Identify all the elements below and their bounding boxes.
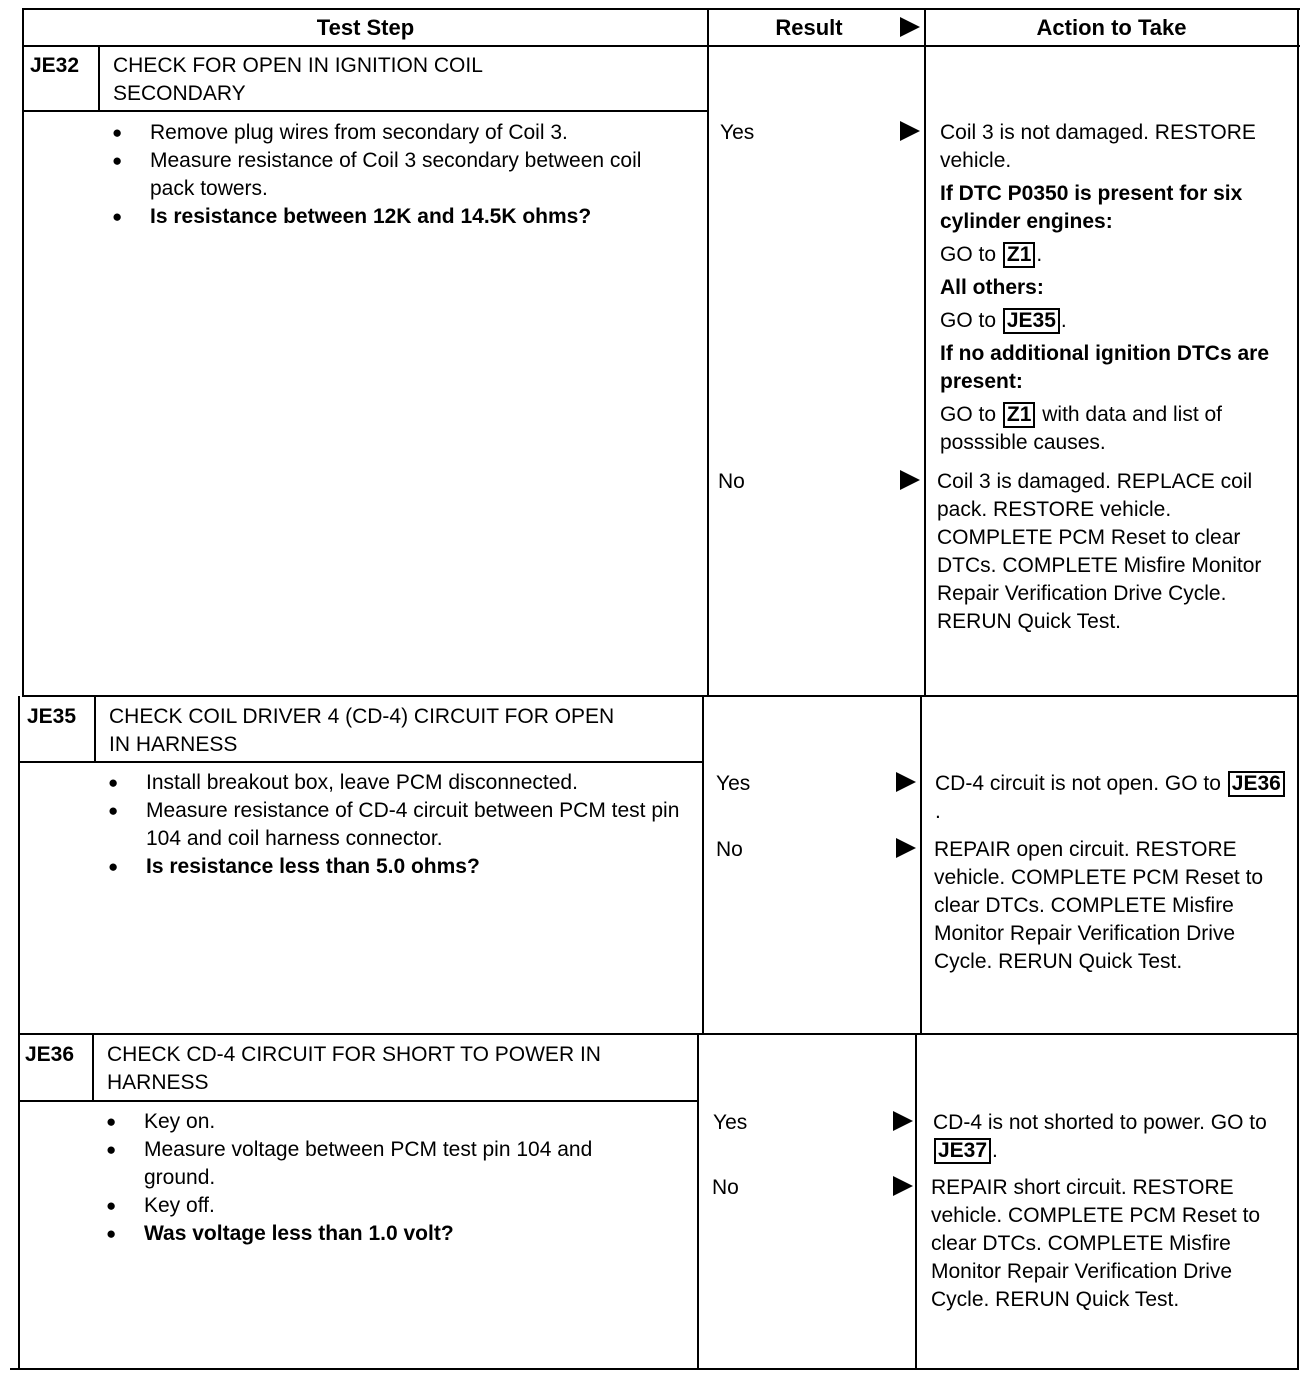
arrow-icon (893, 1111, 913, 1131)
step-code: JE32 (30, 54, 80, 77)
action-no (934, 836, 1289, 981)
action-text: RERUN Quick Test. (937, 610, 1121, 633)
step-item: ● Measure resistance of CD-4 circuit between PCM test pin 104 and coil harness connector. (108, 797, 688, 853)
result-yes: Yes (713, 1111, 748, 1134)
step-code: JE35 (27, 705, 77, 728)
action-goto (940, 241, 1295, 269)
arrow-icon (896, 838, 916, 858)
step-title: CHECK CD-4 CIRCUIT FOR SHORT TO POWER IN HARNESS (107, 1043, 601, 1094)
header-arrow-icon (900, 17, 920, 37)
action-condition: If no additional ignition DTCs are present: (940, 342, 1269, 393)
action-goto (933, 1109, 1288, 1165)
goto-text: CD-4 is not shorted to power. GO to (933, 1111, 1267, 1134)
goto-suffix: . (992, 1139, 998, 1162)
header-result: Result (775, 15, 843, 40)
ref-link-je37[interactable]: JE37 (934, 1138, 991, 1164)
action-no (937, 468, 1292, 641)
result-no: No (716, 838, 743, 861)
step-item: ● Key off. (106, 1192, 666, 1220)
arrow-icon (893, 1176, 913, 1196)
ref-link-z1[interactable]: Z1 (1003, 242, 1036, 268)
result-yes: Yes (716, 772, 751, 795)
step-title: CHECK COIL DRIVER 4 (CD-4) CIRCUIT FOR OPEN IN HARNESS (109, 705, 615, 756)
ref-link-je36[interactable]: JE36 (1228, 771, 1285, 797)
arrow-icon (896, 772, 916, 792)
ref-link-je35[interactable]: JE35 (1003, 308, 1060, 334)
result-no: No (718, 470, 745, 493)
goto-text: CD-4 circuit is not open. GO to (935, 772, 1221, 795)
action-goto (940, 307, 1295, 335)
result-yes: Yes (720, 121, 755, 144)
goto-text: GO to (940, 403, 997, 426)
step-question: ● Is resistance less than 5.0 ohms? (108, 853, 688, 881)
step-item: ● Key on. (106, 1108, 666, 1136)
result-no: No (712, 1176, 739, 1199)
action-text: Coil 3 is not damaged. RESTORE vehicle. (940, 121, 1256, 172)
step-item: ● Measure resistance of Coil 3 secondary between coil pack towers. (112, 147, 682, 203)
action-no (931, 1174, 1286, 1319)
arrow-icon (900, 470, 920, 490)
action-goto (935, 770, 1290, 826)
goto-suffix: . (1060, 309, 1067, 332)
step-code: JE36 (25, 1043, 75, 1066)
step-question: ● Is resistance between 12K and 14.5K ohms? (112, 203, 682, 231)
header-action: Action to Take (1036, 15, 1187, 40)
action-text: REPAIR open circuit. RESTORE vehicle. COMPLETE PCM Reset to clear DTCs. COMPLETE Misfire Monitor Repair Verification Drive Cycle. RERUN Quick Test. (934, 838, 1264, 973)
step-question: ● Was voltage less than 1.0 volt? (106, 1220, 666, 1248)
step-item: ● Remove plug wires from secondary of Coil 3. (112, 119, 682, 147)
action-condition: All others: (940, 276, 1044, 299)
goto-text: GO to (940, 309, 997, 332)
goto-suffix: . (1036, 243, 1043, 266)
step-list (108, 769, 688, 881)
action-yes (940, 119, 1295, 462)
goto-suffix: . (935, 800, 941, 823)
action-goto (940, 401, 1295, 457)
action-condition: If DTC P0350 is present for six cylinder engines: (940, 182, 1243, 233)
goto-suffix: with data and list of posssible causes. (940, 403, 1223, 454)
goto-text: GO to (940, 243, 997, 266)
step-item: ● Measure voltage between PCM test pin 104 and ground. (106, 1136, 666, 1192)
action-yes (935, 770, 1290, 831)
arrow-icon (900, 121, 920, 141)
action-yes (933, 1109, 1288, 1170)
ref-link-z1[interactable]: Z1 (1003, 402, 1036, 428)
action-text: REPAIR short circuit. RESTORE vehicle. COMPLETE PCM Reset to clear DTCs. COMPLETE Misfire Monitor Repair Verification Drive Cycle. RERUN Quick Test. (931, 1176, 1261, 1311)
step-title: CHECK FOR OPEN IN IGNITION COIL SECONDARY (113, 54, 483, 105)
step-list (112, 119, 682, 231)
step-list (106, 1108, 666, 1248)
step-item: ● Install breakout box, leave PCM disconnected. (108, 769, 688, 797)
header-test-step: Test Step (316, 15, 415, 40)
action-text: Coil 3 is damaged. REPLACE coil pack. RESTORE vehicle. COMPLETE PCM Reset to clear DTCs. COMPLETE Misfire Monitor Repair Verification Drive Cycle. (937, 470, 1262, 605)
